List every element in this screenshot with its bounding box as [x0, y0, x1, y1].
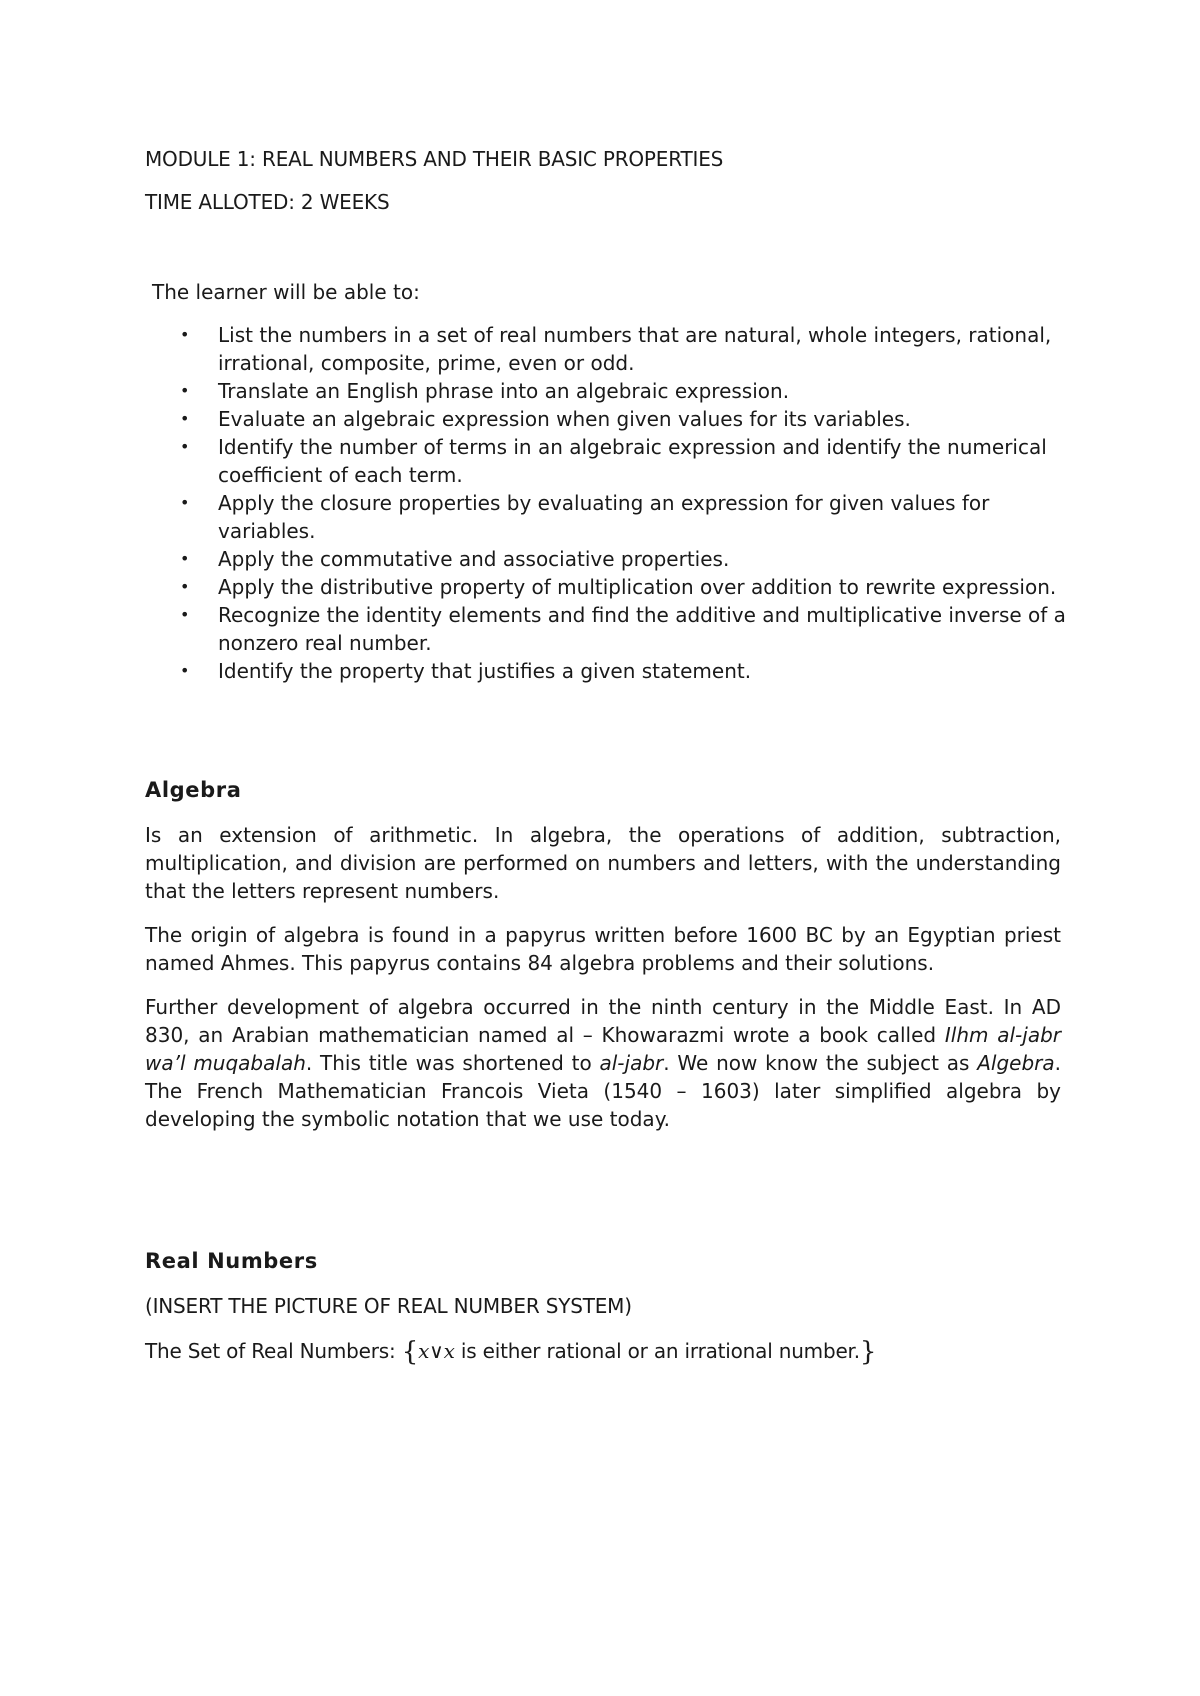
bullet-icon: •	[180, 577, 190, 596]
list-item-text: Evaluate an algebraic expression when given values for its variables.	[218, 407, 911, 431]
list-item	[176, 601, 1076, 657]
algebra-paragraph-1: Is an extension of arithmetic. In algebra, the operations of addition, subtraction, multiplication, and division are performed on numbers and letters, with the understanding that the letters represent numbers.	[145, 823, 1061, 903]
short-title: al-jabr	[599, 1051, 664, 1075]
bullet-icon: •	[180, 493, 190, 512]
subject-name: Algebra	[977, 1051, 1055, 1075]
objectives-intro: The learner will be able to:	[152, 280, 420, 304]
bullet-icon: •	[180, 409, 190, 428]
list-item	[176, 433, 1076, 489]
algebra-paragraph-2: The origin of algebra is found in a papyrus written before 1600 BC by an Egyptian priest named Ahmes. This papyrus contains 84 algebra problems and their solutions.	[145, 923, 1061, 975]
list-item-text: Apply the distributive property of multiplication over addition to rewrite expression.	[218, 575, 1057, 599]
close-brace: }	[859, 1337, 877, 1367]
book-title: Ilhm al-jabr wa’l muqabalah	[145, 1023, 1061, 1075]
set-variable: x	[443, 1339, 455, 1363]
time-alloted: TIME ALLOTED: 2 WEEKS	[145, 190, 390, 214]
algebra-section	[145, 821, 1061, 1133]
paragraph-text: . This title was shortened to	[305, 1051, 600, 1075]
objectives-list	[176, 321, 1076, 685]
list-item	[176, 657, 1076, 685]
bullet-icon: •	[180, 325, 190, 344]
bullet-icon: •	[180, 549, 190, 568]
insert-picture-note: (INSERT THE PICTURE OF REAL NUMBER SYSTEM)	[145, 1294, 632, 1318]
set-variable: x	[418, 1339, 430, 1363]
set-label: The Set of Real Numbers:	[145, 1339, 402, 1363]
list-item-text: Identify the number of terms in an algebraic expression and identify the numerical coefficient of each term.	[218, 435, 1047, 487]
algebra-heading: Algebra	[145, 778, 242, 802]
paragraph-text: . We now know the subject as	[663, 1051, 978, 1075]
bullet-icon: •	[180, 381, 190, 400]
set-separator: ∨	[429, 1339, 444, 1363]
list-item	[176, 321, 1076, 377]
bullet-icon: •	[180, 437, 190, 456]
bullet-icon: •	[180, 605, 190, 624]
list-item	[176, 545, 1076, 573]
list-item	[176, 573, 1076, 601]
list-item	[176, 377, 1076, 405]
list-item-text: Translate an English phrase into an algebraic expression.	[218, 379, 790, 403]
open-brace: {	[401, 1337, 419, 1367]
paragraph-text: Further development of algebra occurred in the ninth century in the Middle East. In AD 830, an Arabian mathematician named al – Khowarazmi wrote a book called	[145, 995, 1061, 1047]
list-item	[176, 405, 1076, 433]
set-condition: is either rational or an irrational number.	[454, 1339, 860, 1363]
list-item-text: Identify the property that justifies a given statement.	[218, 659, 752, 683]
list-item-text: List the numbers in a set of real numbers that are natural, whole integers, rational, irrational, composite, prime, even or odd.	[218, 323, 1052, 375]
module-title: MODULE 1: REAL NUMBERS AND THEIR BASIC PROPERTIES	[145, 147, 724, 171]
list-item-text: Apply the commutative and associative properties.	[218, 547, 730, 571]
list-item-text: Recognize the identity elements and find the additive and multiplicative inverse of a nonzero real number.	[218, 603, 1066, 655]
real-numbers-set-definition	[145, 1337, 1061, 1366]
algebra-paragraph-3	[145, 993, 1061, 1133]
list-item-text: Apply the closure properties by evaluating an expression for given values for variables.	[218, 491, 990, 543]
paragraph-text: . The French Mathematician Francois Vieta (1540 – 1603) later simplified algebra by developing the symbolic notation that we use today.	[145, 1051, 1061, 1131]
real-numbers-heading: Real Numbers	[145, 1249, 318, 1273]
list-item	[176, 489, 1076, 545]
bullet-icon: •	[180, 661, 190, 680]
